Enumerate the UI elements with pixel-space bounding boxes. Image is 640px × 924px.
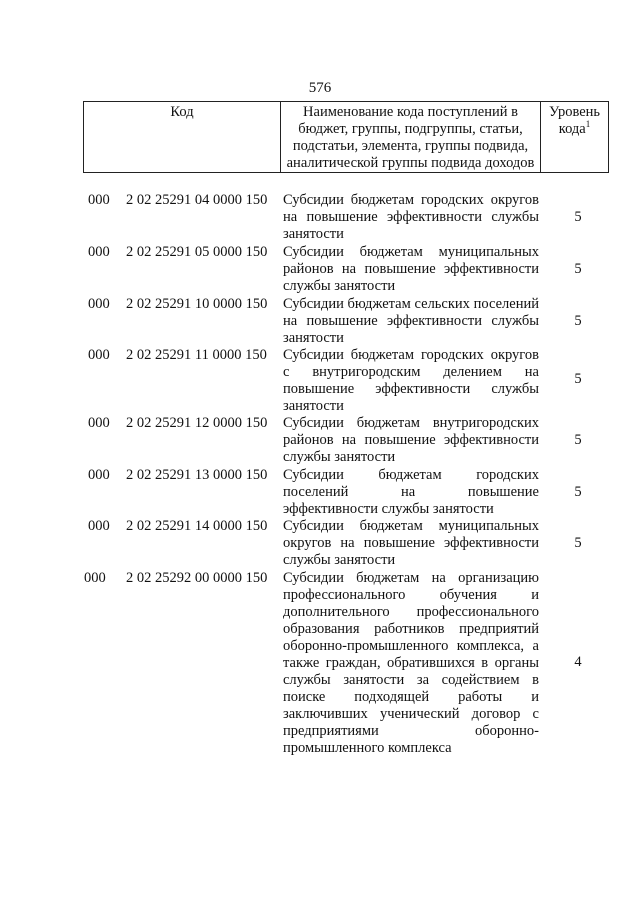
row-name: Субсидии бюджетам муниципальных районов на повышение эффективности службы занятости (283, 244, 539, 294)
row-name: Субсидии бюджетам городских округов с внутригородским делением на повышение эффективности службы занятости (283, 347, 539, 414)
row-name: Субсидии бюджетам сельских поселений на повышение эффективности службы занятости (283, 296, 539, 346)
header-code (84, 102, 281, 172)
row-code: 2 02 25291 05 0000 150 (126, 244, 268, 260)
row-code: 2 02 25291 13 0000 150 (126, 467, 268, 483)
row-admin-code: 000 (88, 192, 110, 208)
row-admin-code: 000 (84, 570, 106, 586)
row-admin-code: 000 (88, 244, 110, 260)
row-level: 5 (574, 261, 582, 277)
row-admin-code: 000 (88, 518, 110, 534)
row-level: 5 (574, 313, 582, 329)
row-admin-code: 000 (88, 296, 110, 312)
row-admin-code: 000 (88, 415, 110, 431)
row-code: 2 02 25291 10 0000 150 (126, 296, 268, 312)
row-name: Субсидии бюджетам городских поселений на повышение эффективности службы занятости (283, 467, 539, 517)
header-code-label: Код (170, 104, 194, 120)
page-number: 576 (308, 80, 332, 96)
row-level: 4 (574, 654, 582, 670)
header-name (281, 102, 541, 172)
row-code: 2 02 25291 12 0000 150 (126, 415, 268, 431)
row-code: 2 02 25291 04 0000 150 (126, 192, 268, 208)
row-code: 2 02 25292 00 0000 150 (126, 570, 268, 586)
row-level: 5 (574, 484, 582, 500)
row-admin-code: 000 (88, 347, 110, 363)
row-code: 2 02 25291 14 0000 150 (126, 518, 268, 534)
row-name: Субсидии бюджетам на организацию профессионального обучения и дополнительного профессионального образования работников предприятий оборонно-промышленного комплекса, а также граждан, обратившихся в органы службы занятости за содействием в поиске подходящей работы и заключивших ученический договор с предприятиями оборонно-промышленного комплекса (283, 570, 539, 756)
row-admin-code: 000 (88, 467, 110, 483)
row-level: 5 (574, 432, 582, 448)
row-name: Субсидии бюджетам городских округов на повышение эффективности службы занятости (283, 192, 539, 242)
table-header (83, 101, 609, 173)
header-name-label: Наименование кода поступлений в бюджет, группы, подгруппы, статьи, подстатьи, элемента, группы подвида, аналитической группы подвида доходов (286, 104, 535, 171)
header-level-footnote: 1 (585, 119, 591, 130)
row-code: 2 02 25291 11 0000 150 (126, 347, 267, 363)
row-level: 5 (574, 371, 582, 387)
header-level-label: Уровень кода (548, 104, 601, 137)
row-name: Субсидии бюджетам муниципальных округов на повышение эффективности службы занятости (283, 518, 539, 568)
row-name: Субсидии бюджетам внутригородских районов на повышение эффективности службы занятости (283, 415, 539, 465)
header-level (541, 102, 608, 172)
row-level: 5 (574, 209, 582, 225)
row-level: 5 (574, 535, 582, 551)
